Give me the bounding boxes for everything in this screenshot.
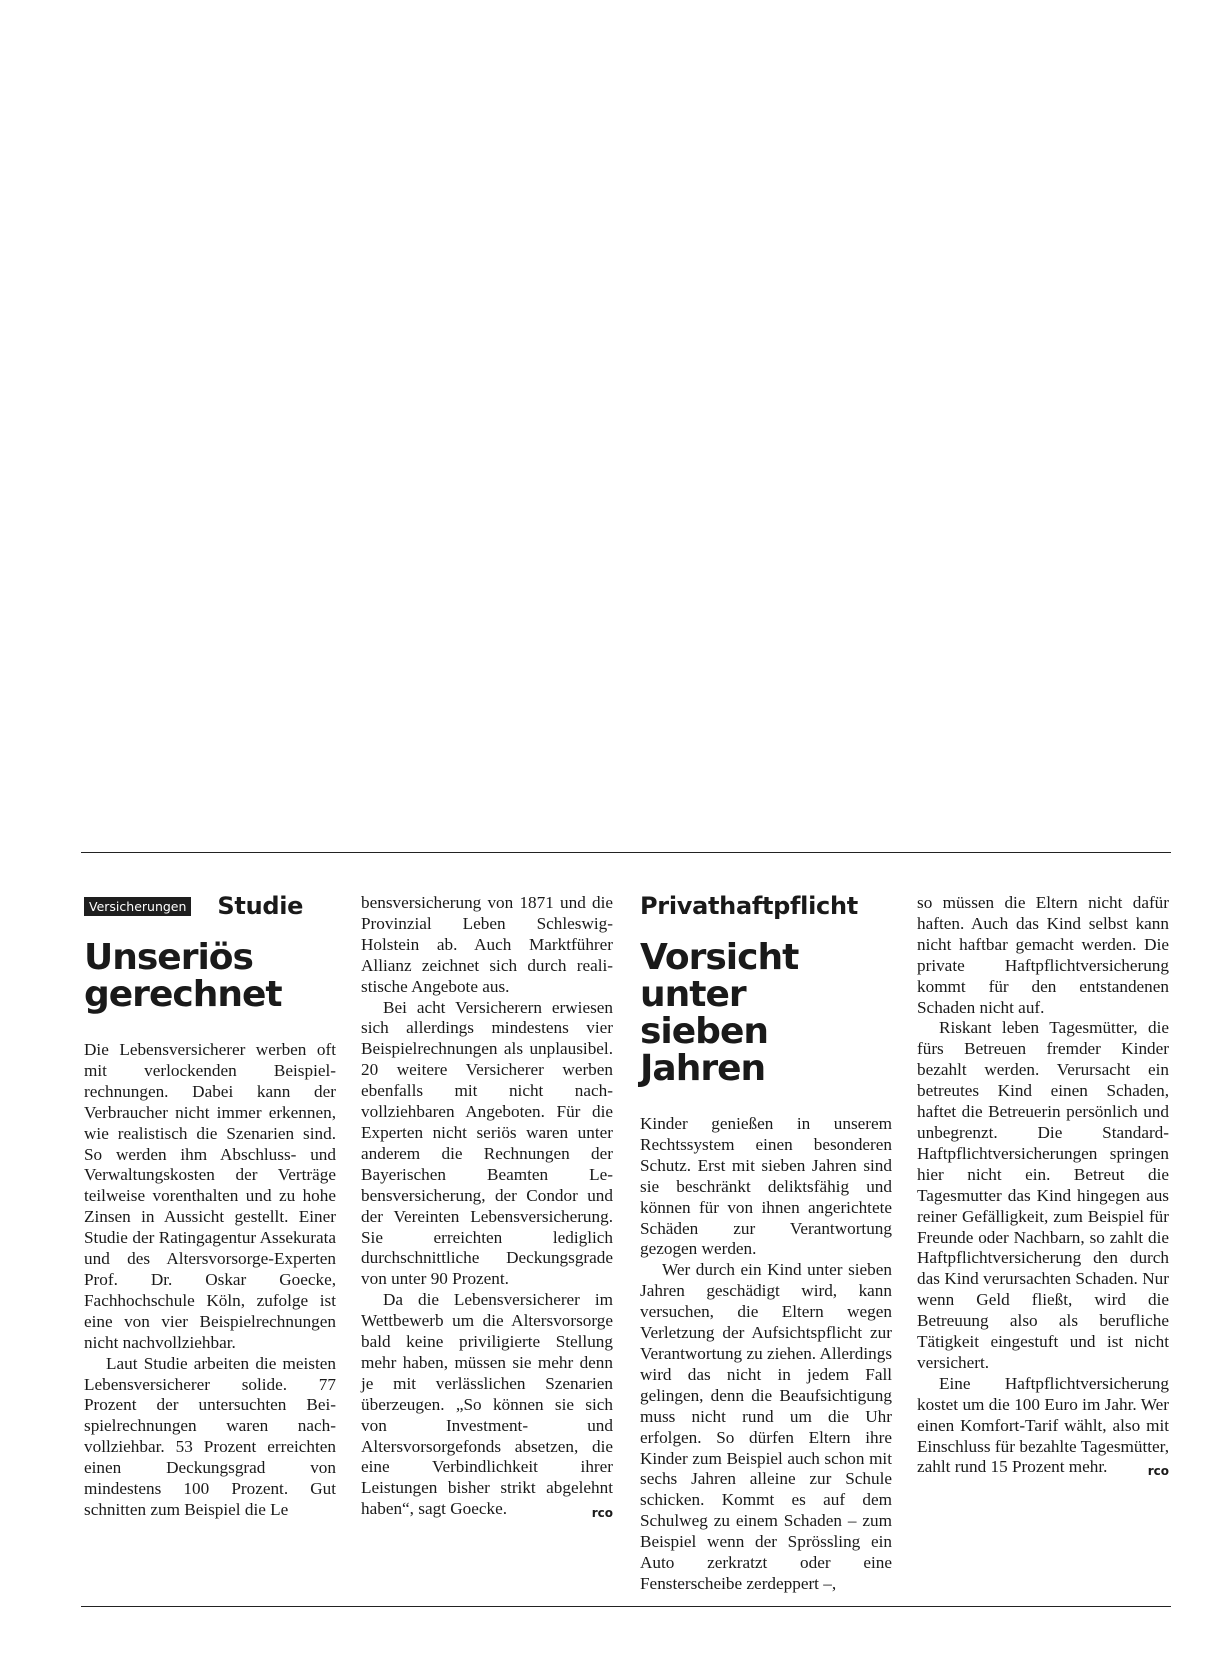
- article1-headline-line2: gerechnet: [84, 974, 282, 1015]
- article1-paragraph-3: bensversicherung von 1871 und die Provinzial Leben Schleswig-Holstein ab. Auch Marktführer Allianz zeichnet sich durch realistische Angebote aus.: [361, 893, 613, 996]
- article2-paragraph-5-text: Eine Haftpflichtversicherung kostet um die 100 Euro im Jahr. Wer einen Komfort-Tarif wählt, also mit Einschluss für bezahlte Tagesmütter, zahlt rund 15 Prozent mehr.: [917, 1373, 1169, 1477]
- article2-column2: [917, 893, 1169, 1482]
- article1-paragraph-5: [361, 1290, 613, 1520]
- article1-headline-line1: Unseriös: [84, 937, 253, 978]
- article2-paragraph-3: so müssen die Eltern nicht dafür haften. Auch das Kind selbst kann nicht haftbar gemacht werden. Die private Haftpflichtversicherung kommt für den entstandenen Schaden nicht auf.: [917, 893, 1169, 1017]
- top-rule: [81, 852, 1171, 853]
- section-tag: Versicherungen: [84, 897, 191, 916]
- article1-topic: Studie: [217, 891, 304, 920]
- article2-headline: [640, 939, 892, 1087]
- article2-signature: rco: [1147, 1464, 1169, 1479]
- article1-headline: [84, 939, 336, 1013]
- article1-paragraph-2: Laut Studie arbeiten die meisten Lebensversicherer solide. 77 Prozent der untersuchten Beispielrechnungen waren nachvollziehbar. 53 Prozent erreichten einen Deckungsgrad von mindestens 100 Prozent. Gut schnitten zum Beispiel die Le: [84, 1353, 336, 1519]
- bottom-rule: [81, 1606, 1171, 1607]
- article1-paragraph-5-text: Da die Lebensversicherer im Wettbewerb um die Altersvorsorge bald keine priviligierte Stellung mehr haben, müssen sie mehr denn je mit verlässlichen Szenarien überzeugen. „So können sie sich von Investment- und Altersvorsorgefonds absetzen, die eine Verbindlichkeit ihrer Leistungen bisher strikt abgelehnt haben“, sagt Goecke.: [361, 1290, 613, 1519]
- article2-topic: Privathaftpflicht: [640, 891, 858, 920]
- article2-paragraph-2: Wer durch ein Kind unter sieben Jahren geschädigt wird, kann versuchen, die Eltern wegen Verletzung der Aufsichtspflicht zur Verantwortung zu ziehen. Allerdings wird das nicht in jedem Fall gelingen, denn die Beaufsichtigung muss nicht rund um die Uhr erfolgen. So dürfen Eltern ihre Kinder zum Beispiel auch schon mit sechs Jahren alleine zur Schule schicken. Kommt es auf dem Schulweg zu einem Schaden – zum Beispiel wenn der Sprössling ein Auto zerkratzt oder eine Fensterscheibe zerdeppert –,: [640, 1260, 893, 1593]
- article2-paragraph-5: [917, 1374, 1169, 1479]
- article1-paragraph-1: Die Lebensversicherer werben oft mit verlockenden Beispielrechnungen. Dabei kann der Verbraucher nicht immer erkennen, wie realistisch die Szenarien sind. So werden ihm Abschluss- und Verwaltungskosten der Verträge teilweise vorenthalten und zu hohe Zinsen in Aussicht gestellt. Einer Studie der Ratingagentur Assekurata und des Altersvorsorge-Experten Prof. Dr. Oskar Goecke, Fachhochschule Köln, zufolge ist eine von vier Beispielrechnungen nicht nachvollziehbar.: [84, 1040, 336, 1352]
- article1-kicker: [84, 893, 336, 919]
- article2-column1: [640, 893, 892, 1595]
- article2-headline-line1: Vorsicht unter: [640, 937, 799, 1015]
- article2-paragraph-1: Kinder genießen in unserem Rechtssystem einen besonderen Schutz. Erst mit sieben Jahren sind sie beschränkt deliktsfähig und können für von ihnen angerichtete Schäden zur Verantwortung gezogen werden.: [640, 1114, 892, 1259]
- article1-column2: [361, 893, 613, 1524]
- article1-paragraph-4: Bei acht Versicherern erwiesen sich allerdings mindestens vier Beispielrechnungen als unplausibel. 20 weitere Versicherer werben ebenfalls mit nicht nachvollziehbaren Angeboten. Für die Experten nicht seriös waren unter anderem die Rechnungen der Bayerischen Beamten Lebensversicherung, der Condor und der Vereinten Lebensversicherung. Sie erreichten lediglich durchschnittliche Deckungsgrade von unter 90 Prozent.: [361, 997, 613, 1289]
- article2-kicker: [640, 893, 892, 919]
- article2-paragraph-4: Riskant leben Tagesmütter, die fürs Betreuen fremder Kinder bezahlt werden. Verursacht ein betreutes Kind einen Schaden, haftet die Betreuerin persönlich und unbegrenzt. Die Standard-Haftpflichtversicherungen springen hier nicht ein. Betreut die Tagesmutter das Kind hingegen aus reiner Gefälligkeit, zum Beispiel für Freunde oder Nachbarn, so zahlt die Haftpflichtversicherung den durch das Kind verursachten Schaden. Nur wenn Geld fließt, wird die Betreuung also als berufliche Tätigkeit eingestuft und ist nicht versichert.: [917, 1018, 1169, 1372]
- article1-signature: rco: [591, 1506, 613, 1521]
- article1-column1: [84, 893, 336, 1521]
- article2-headline-line2: sieben Jahren: [640, 1011, 768, 1089]
